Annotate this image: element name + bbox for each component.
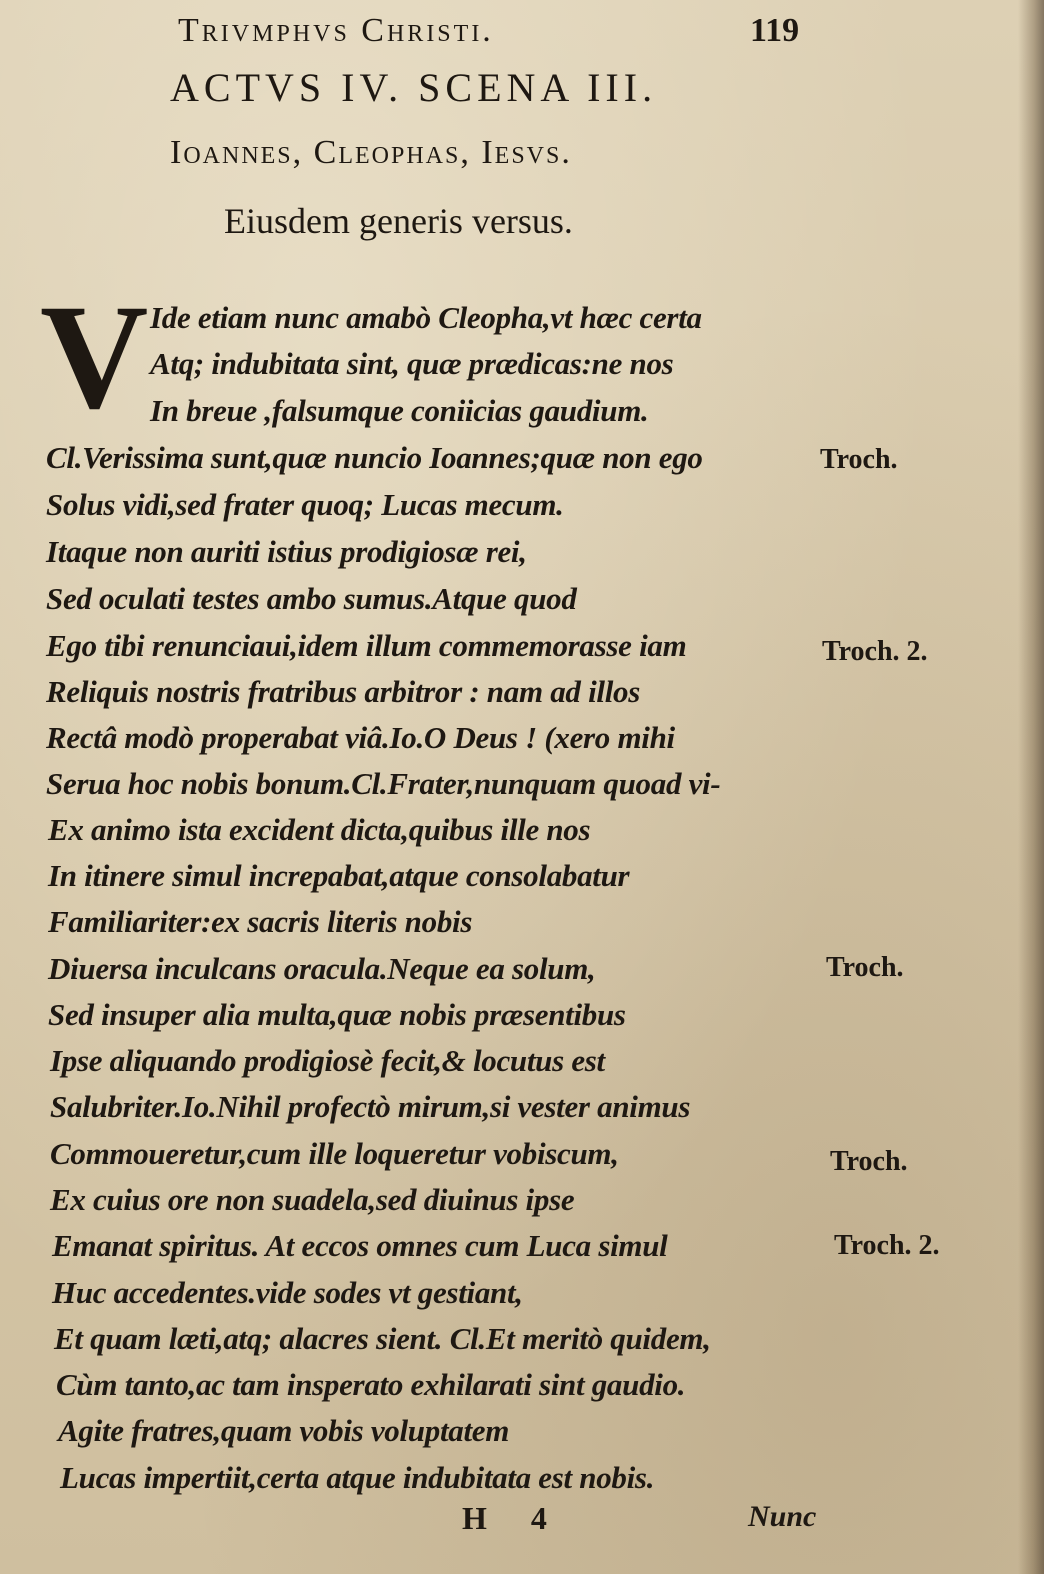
verse-line: Itaque non auriti istius prodigiosæ rei, — [46, 534, 527, 569]
margin-note-meter: Troch. 2. — [834, 1230, 940, 1261]
page-number: 119 — [750, 12, 800, 49]
verse-line: Solus vidi,sed frater quoq; Lucas mecum. — [46, 487, 564, 522]
verse-line: Rectâ modò properabat viâ.Io.O Deus ! (xero mihi — [46, 720, 675, 755]
verse-line: Reliquis nostris fratribus arbitror : nam ad illos — [46, 674, 640, 709]
verse-line: Familiariter:ex sacris literis nobis — [48, 904, 473, 939]
verse-line: Ipse aliquando prodigiosè fecit,& locutus est — [50, 1043, 605, 1078]
verse-line: Agite fratres,quam vobis voluptatem — [58, 1413, 510, 1448]
verse-line: Ex cuius ore non suadela,sed diuinus ipse — [50, 1182, 575, 1217]
speaker-list: Ioannes, Cleophas, Iesvs. — [170, 134, 572, 171]
margin-note-meter: Troch. — [830, 1146, 908, 1177]
verse-line: Et quam læti,atq; alacres sient. Cl.Et meritò quidem, — [54, 1321, 711, 1356]
act-scene-heading: ACTVS IV. SCENA III. — [170, 65, 658, 110]
signature-mark: H 4 — [462, 1500, 565, 1536]
margin-note-meter: Troch. — [826, 952, 904, 983]
verse-line: Diuersa inculcans oracula.Neque ea solum, — [48, 951, 596, 986]
verse-line: Serua hoc nobis bonum.Cl.Frater,nunquam quoad vi- — [46, 766, 721, 801]
verse-line: Ego tibi renunciaui,idem illum commemorasse iam — [46, 628, 687, 663]
verse-line: In itinere simul increpabat,atque consolabatur — [48, 858, 630, 893]
verse-line: Sed insuper alia multa,quæ nobis præsentibus — [48, 997, 626, 1032]
verse-line: Huc accedentes.vide sodes vt gestiant, — [52, 1275, 523, 1310]
drop-cap: V — [40, 274, 149, 440]
page-edge-shadow — [1018, 0, 1044, 1574]
verse-line: Ide etiam nunc amabò Cleopha,vt hæc certa — [150, 300, 702, 335]
verse-line: Salubriter.Io.Nihil profectò mirum,si vester animus — [50, 1089, 691, 1124]
verse-line: Cùm tanto,ac tam insperato exhilarati sint gaudio. — [56, 1367, 686, 1402]
verse-line: Atq; indubitata sint, quæ prædicas:ne nos — [150, 346, 674, 381]
verse-line: Cl.Verissima sunt,quæ nuncio Ioannes;quæ non ego — [46, 440, 703, 475]
verse-line: Lucas impertiit,certa atque indubitata est nobis. — [60, 1460, 655, 1495]
verse-line: In breue ,falsumque coniicias gaudium. — [150, 393, 649, 428]
verse-line: Sed oculati testes ambo sumus.Atque quod — [46, 581, 577, 616]
margin-note-meter: Troch. 2. — [822, 636, 928, 667]
verse-line: Emanat spiritus. At eccos omnes cum Luca simul — [52, 1228, 668, 1263]
meter-note: Eiusdem generis versus. — [224, 201, 573, 241]
catchword: Nunc — [748, 1500, 817, 1533]
margin-note-meter: Troch. — [820, 444, 898, 475]
verse-line: Commoueretur,cum ille loqueretur vobiscum, — [50, 1136, 619, 1171]
running-title: Trivmphvs Christi. — [178, 12, 494, 49]
verse-line: Ex animo ista excident dicta,quibus ille nos — [48, 812, 591, 847]
